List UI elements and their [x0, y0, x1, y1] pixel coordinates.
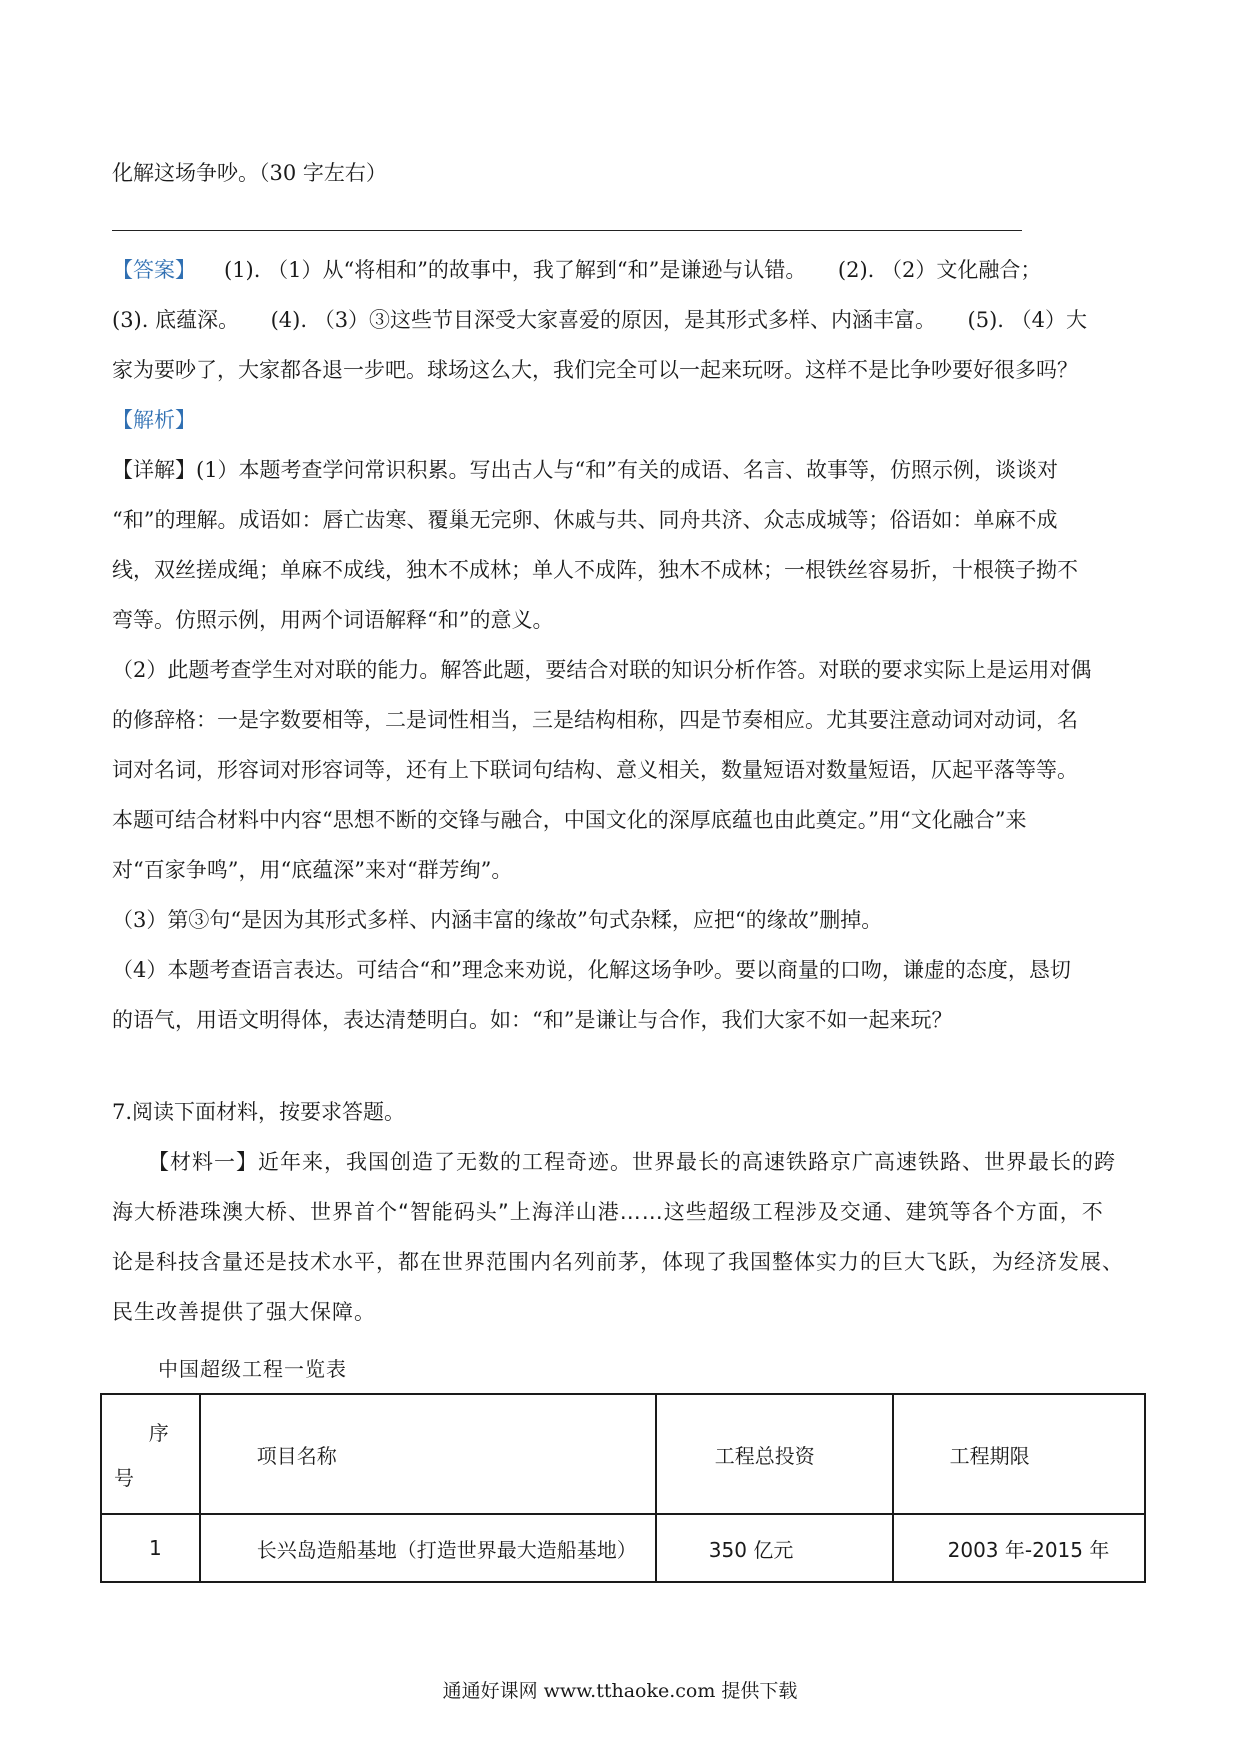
analysis-paragraph-line: （4）本题考查语言表达。可结合“和”理念来劝说，化解这场争吵。要以商量的口吻，谦虚的态度，恳切	[112, 958, 1071, 982]
footer-watermark: 通通好课网 www.tthaoke.com 提供下载	[442, 1680, 798, 1702]
question-7-title: 7.阅读下面材料，按要求答题。	[112, 1100, 406, 1124]
material-one-line: 海大桥港珠澳大桥、世界首个“智能码头”上海洋山港……这些超级工程涉及交通、建筑等各个方面，不	[112, 1200, 1104, 1224]
analysis-paragraph-line: 对“百家争鸣”，用“底蕴深”来对“群芳绚”。	[112, 858, 513, 882]
row-period: 2003 年-2015 年	[893, 1514, 1145, 1582]
header-index-cell	[101, 1394, 200, 1514]
analysis-tag: 【解析】	[112, 408, 196, 432]
table-title: 中国超级工程一览表	[158, 1357, 347, 1381]
table-row	[101, 1514, 1145, 1582]
answer-tag: 【答案】	[112, 258, 196, 282]
analysis-paragraph-line: 的修辞格：一是字数要相等，二是词性相当，三是结构相称，四是节奏相应。尤其要注意动词对动词，名	[112, 708, 1078, 732]
answer-line-2: (3). 底蕴深。 (4). （3）③这些节目深受大家喜爱的原因，是其形式多样、内涵丰富。 (5). （4）大	[112, 308, 1088, 332]
table-header-row	[101, 1394, 1145, 1514]
analysis-paragraph-line: （2）此题考查学生对对联的能力。解答此题，要结合对联的知识分析作答。对联的要求实际上是运用对偶	[112, 658, 1092, 682]
row-total-investment: 350 亿元	[656, 1514, 893, 1582]
header-project-name: 项目名称	[200, 1394, 656, 1514]
material-one-line: 民生改善提供了强大保障。	[112, 1300, 376, 1324]
analysis-paragraph-line: 【详解】(1）本题考查学问常识积累。写出古人与“和”有关的成语、名言、故事等，仿照示例，谈谈对	[112, 458, 1059, 482]
answer-blank-line	[112, 230, 1022, 231]
analysis-paragraph-line: 弯等。仿照示例，用两个词语解释“和”的意义。	[112, 608, 554, 632]
answer-text-1: (1). （1）从“将相和”的故事中，我了解到“和”是谦逊与认错。 (2). （2）文化融合；	[224, 258, 1042, 282]
header-period: 工程期限	[893, 1394, 1145, 1514]
header-index-top: 序	[148, 1421, 169, 1445]
analysis-paragraph-line: “和”的理解。成语如：唇亡齿寒、覆巢无完卵、休戚与共、同舟共济、众志成城等；俗语如：单麻不成	[112, 508, 1058, 532]
material-one-line: 【材料一】近年来，我国创造了无数的工程奇迹。世界最长的高速铁路京广高速铁路、世界最长的跨	[148, 1150, 1116, 1174]
analysis-paragraph-line: 词对名词，形容词对形容词等，还有上下联词句结构、意义相关，数量短语对数量短语，仄起平落等等。	[112, 758, 1078, 782]
answer-line-1	[112, 255, 1041, 285]
header-index-bottom: 号	[114, 1466, 134, 1490]
analysis-paragraph-line: （3）第③句“是因为其形式多样、内涵丰富的缘故”句式杂糅，应把“的缘故”删掉。	[112, 908, 883, 932]
row-project-name: 长兴岛造船基地（打造世界最大造船基地）	[200, 1514, 656, 1582]
analysis-paragraph-line: 线，双丝搓成绳；单麻不成线，独木不成林；单人不成阵，独木不成林；一根铁丝容易折，十根筷子拗不	[112, 558, 1078, 582]
analysis-paragraph-line: 本题可结合材料中内容“思想不断的交锋与融合，中国文化的深厚底蕴也由此奠定。”用“文化融合”来	[112, 808, 1027, 832]
analysis-paragraph-line: 的语气，用语文明得体，表达清楚明白。如：“和”是谦让与合作，我们大家不如一起来玩？	[112, 1008, 953, 1032]
material-one-line: 论是科技含量还是技术水平，都在世界范围内名列前茅，体现了我国整体实力的巨大飞跃，为经济发展、	[112, 1250, 1124, 1274]
header-total-investment: 工程总投资	[656, 1394, 893, 1514]
answer-line-3: 家为要吵了，大家都各退一步吧。球场这么大，我们完全可以一起来玩呀。这样不是比争吵要好很多吗？	[112, 358, 1078, 382]
previous-question-tail: 化解这场争吵。（30 字左右）	[112, 161, 387, 185]
super-projects-table	[100, 1393, 1146, 1583]
row-index: 1	[101, 1514, 200, 1582]
